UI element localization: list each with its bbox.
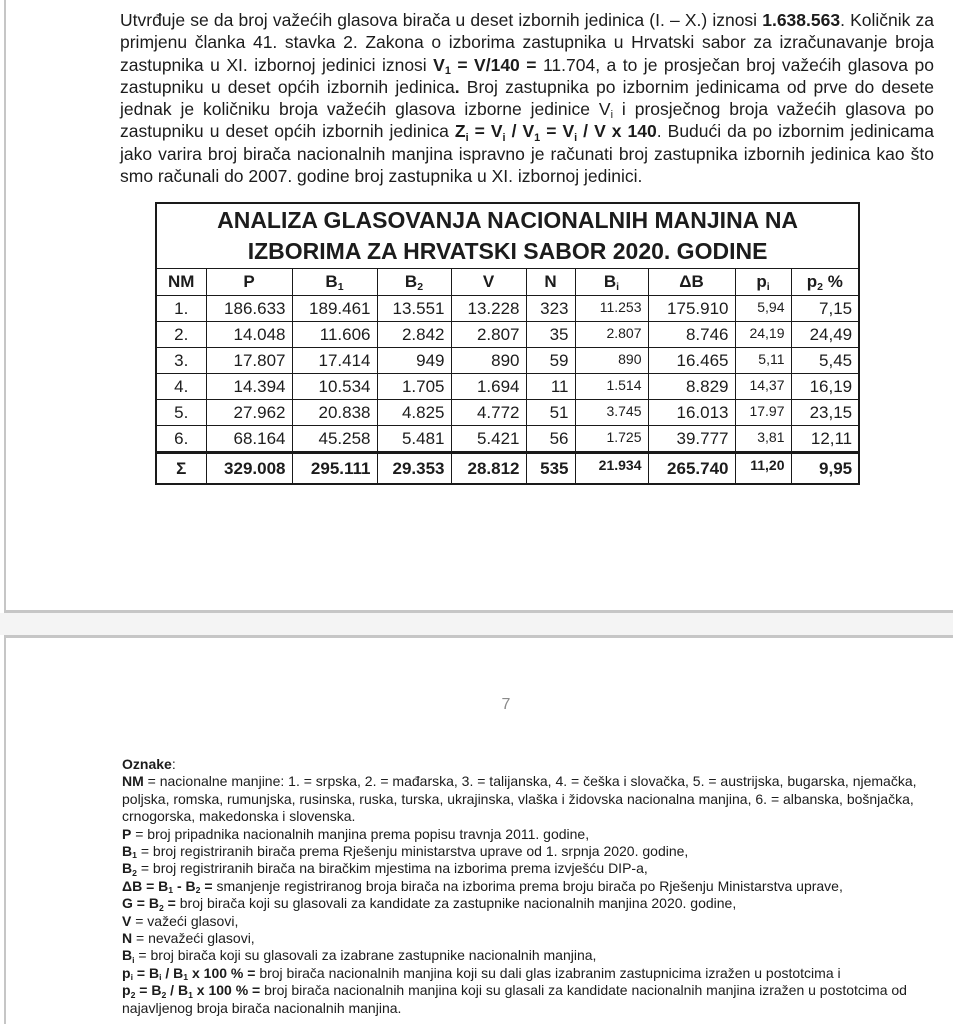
table-cell: 56 (526, 426, 575, 453)
table-cell: 9,95 (791, 453, 859, 485)
column-header-nm: NM (156, 269, 206, 296)
table-cell: 8.829 (648, 374, 735, 400)
table-cell: 13.228 (451, 296, 526, 322)
table-cell: 5,45 (791, 348, 859, 374)
table-cell: 4. (156, 374, 206, 400)
table-cell: 21.934 (575, 453, 648, 485)
table-cell: 890 (451, 348, 526, 374)
table-cell: 17.414 (292, 348, 377, 374)
table-cell: 11.253 (575, 296, 648, 322)
note-line-g: $G = B_2$ = broj birača koji su glasovali za kandidate za zastupnike nacionalnih manjina 2020. godine, (122, 895, 737, 913)
table-cell: 295.111 (292, 453, 377, 485)
notes-section (122, 756, 922, 1017)
table-cell: 17.97 (735, 400, 791, 426)
table-cell: 890 (575, 348, 648, 374)
table-cell: 4.772 (451, 400, 526, 426)
note-line-v: V = važeći glasovi, (122, 912, 239, 929)
page-number: 7 (501, 696, 511, 713)
notes-heading: Oznake: (122, 756, 176, 772)
table-title-row (156, 203, 859, 269)
table-cell: 4.825 (377, 400, 451, 426)
table-row (156, 426, 859, 453)
table-cell: 1.694 (451, 374, 526, 400)
minorities-analysis-table (155, 202, 860, 485)
table-cell: 6. (156, 426, 206, 453)
column-header-v: V (451, 269, 526, 296)
table-cell: 14.394 (206, 374, 292, 400)
table-cell: 323 (526, 296, 575, 322)
table-cell: 2.807 (575, 322, 648, 348)
table-cell: 1.725 (575, 426, 648, 453)
note-line-pi: $p_i = B_i / B_1$ x 100 % = broj birača nacionalnih manjina koji su dali glas izabranim zastupnicima izražen u postotcima i (122, 964, 841, 983)
table-cell: 1.514 (575, 374, 648, 400)
table-cell: 12,11 (791, 426, 859, 453)
table-cell: 45.258 (292, 426, 377, 453)
table-cell: 8.746 (648, 322, 735, 348)
table-cell: 265.740 (648, 453, 735, 485)
page-gap (0, 613, 953, 635)
table-cell: 10.534 (292, 374, 377, 400)
table-cell: 28.812 (451, 453, 526, 485)
table-row (156, 322, 859, 348)
note-line-bi: $B_i$ = broj birača koji su glasovali za izabrane zastupnike nacionalnih manjina, (122, 947, 597, 965)
table-cell: 3. (156, 348, 206, 374)
column-header-b1: $B_1$ (292, 269, 377, 296)
note-line-delta-b: $\Delta B = B_1 - B_2$ = smanjenje registriranog broja birača na izborima prema broju birača po Rješenju Ministarstva uprave, (122, 877, 843, 896)
table-cell: 11.606 (292, 322, 377, 348)
table-cell: 27.962 (206, 400, 292, 426)
column-header-p: P (206, 269, 292, 296)
table-cell: 3.745 (575, 400, 648, 426)
table-cell: 16.013 (648, 400, 735, 426)
table-cell: 5.481 (377, 426, 451, 453)
intro-paragraph: Utvrđuje se da broj važećih glasova birača u deset izbornih jedinica (I. – X.) iznosi 1.638.563. Količnik za primjenu članka 41. stavka 2. Zakona o izborima zastupnika u Hrvatski sabor za izračunavanje broja zastupnika u XI. izbornoj jedinici iznosi $V_1 = V/140 = 11.704$, a to je prosječan broj važećih glasova po zastupniku u deset općih izbornih jedinica. Broj zastupnika po izbornim jedinicama od prve do desete jednak je količniku broja važećih glasova izborne jedinice $V_i$ i prosječnog broja važećih glasova po zastupniku u deset općih izbornih jedinica $Z_i = V_i / V_1 = V_i / V$ x 140. Budući da po izbornim jedinicama jako varira broj birača nacionalnih manjina ispravno je računati broj zastupnika izbornih jedinica kao što smo računali do 2007. godine broj zastupnika u XI. izbornoj jedinici. (120, 10, 935, 187)
table-total-row (156, 453, 859, 485)
table-cell: 186.633 (206, 296, 292, 322)
table-cell: 1.705 (377, 374, 451, 400)
table-cell: 14,37 (735, 374, 791, 400)
page-1 (4, 0, 953, 613)
table-title-line-1: ANALIZA GLASOVANJA NACIONALNIH MANJINA NA (217, 206, 799, 233)
table-title (156, 203, 859, 269)
table-cell: 3,81 (735, 426, 791, 453)
table-cell: 51 (526, 400, 575, 426)
table-cell: 7,15 (791, 296, 859, 322)
table-cell: 16.465 (648, 348, 735, 374)
table-cell: 35 (526, 322, 575, 348)
table-cell: 2.842 (377, 322, 451, 348)
table-row (156, 296, 859, 322)
table-cell: 59 (526, 348, 575, 374)
table-cell: 1. (156, 296, 206, 322)
table-cell: 5.421 (451, 426, 526, 453)
table-cell: 5,11 (735, 348, 791, 374)
note-line-p2: $p_2 = B_2 / B_1$ x 100 % = broj birača nacionalnih manjina koji su glasali za kandidate nacionalnih manjina izražen u postotcima od najavljenog broja birača nacionalnih manjina. (122, 982, 907, 1016)
column-header-delta-b: ΔB (648, 269, 735, 296)
table-cell: 20.838 (292, 400, 377, 426)
table-cell: 2.807 (451, 322, 526, 348)
table-cell: 189.461 (292, 296, 377, 322)
table-cell: 329.008 (206, 453, 292, 485)
table-row (156, 374, 859, 400)
table-cell: 5,94 (735, 296, 791, 322)
column-header-pi: $p_i$ (735, 269, 791, 296)
table-cell: 13.551 (377, 296, 451, 322)
table-title-line-2: IZBORIMA ZA HRVATSKI SABOR 2020. GODINE (247, 238, 768, 264)
table-cell: 23,15 (791, 400, 859, 426)
note-line-b2: $B_2$ = broj registriranih birača na biračkim mjestima na izborima prema izvješću DIP-a, (122, 860, 648, 878)
note-line-p: P = broj pripadnika nacionalnih manjina prema popisu travnja 2011. godine, (122, 825, 590, 842)
note-line-nm: NM = nacionalne manjine: 1. = srpska, 2. = mađarska, 3. = talijanska, 4. = češka i slovačka, 5. = austrijska, bugarska, njemačka, poljska, romska, rumunjska, rusinska, ruska, turska, ukrajinska, vlaška i židovska nacionalna manjina, 6. = albanska, bošnjačka, crnogorska, makedonska i slovenska. (122, 773, 917, 825)
table-cell: 949 (377, 348, 451, 374)
table-cell: 175.910 (648, 296, 735, 322)
table-row (156, 400, 859, 426)
table-cell: 17.807 (206, 348, 292, 374)
table-cell: Σ (156, 453, 206, 485)
column-header-n: N (526, 269, 575, 296)
column-header-bi: $B_i$ (575, 269, 648, 296)
note-line-b1: $B_1$ = broj registriranih birača prema Rješenju ministarstva uprave od 1. srpnja 2020. godine, (122, 843, 689, 861)
column-header-p2-percent: $p_2$ % (791, 269, 859, 296)
page-2 (4, 635, 953, 1024)
table-header-row (156, 269, 859, 296)
table-cell: 29.353 (377, 453, 451, 485)
note-line-n: N = nevažeći glasovi, (122, 930, 255, 947)
table-row (156, 348, 859, 374)
table-cell: 2. (156, 322, 206, 348)
table-cell: 535 (526, 453, 575, 485)
table-cell: 14.048 (206, 322, 292, 348)
table-cell: 24,49 (791, 322, 859, 348)
table-cell: 16,19 (791, 374, 859, 400)
table-cell: 5. (156, 400, 206, 426)
table-cell: 39.777 (648, 426, 735, 453)
table-cell: 11,20 (735, 453, 791, 485)
table-cell: 68.164 (206, 426, 292, 453)
table-cell: 24,19 (735, 322, 791, 348)
table-cell: 11 (526, 374, 575, 400)
column-header-b2: $B_2$ (377, 269, 451, 296)
